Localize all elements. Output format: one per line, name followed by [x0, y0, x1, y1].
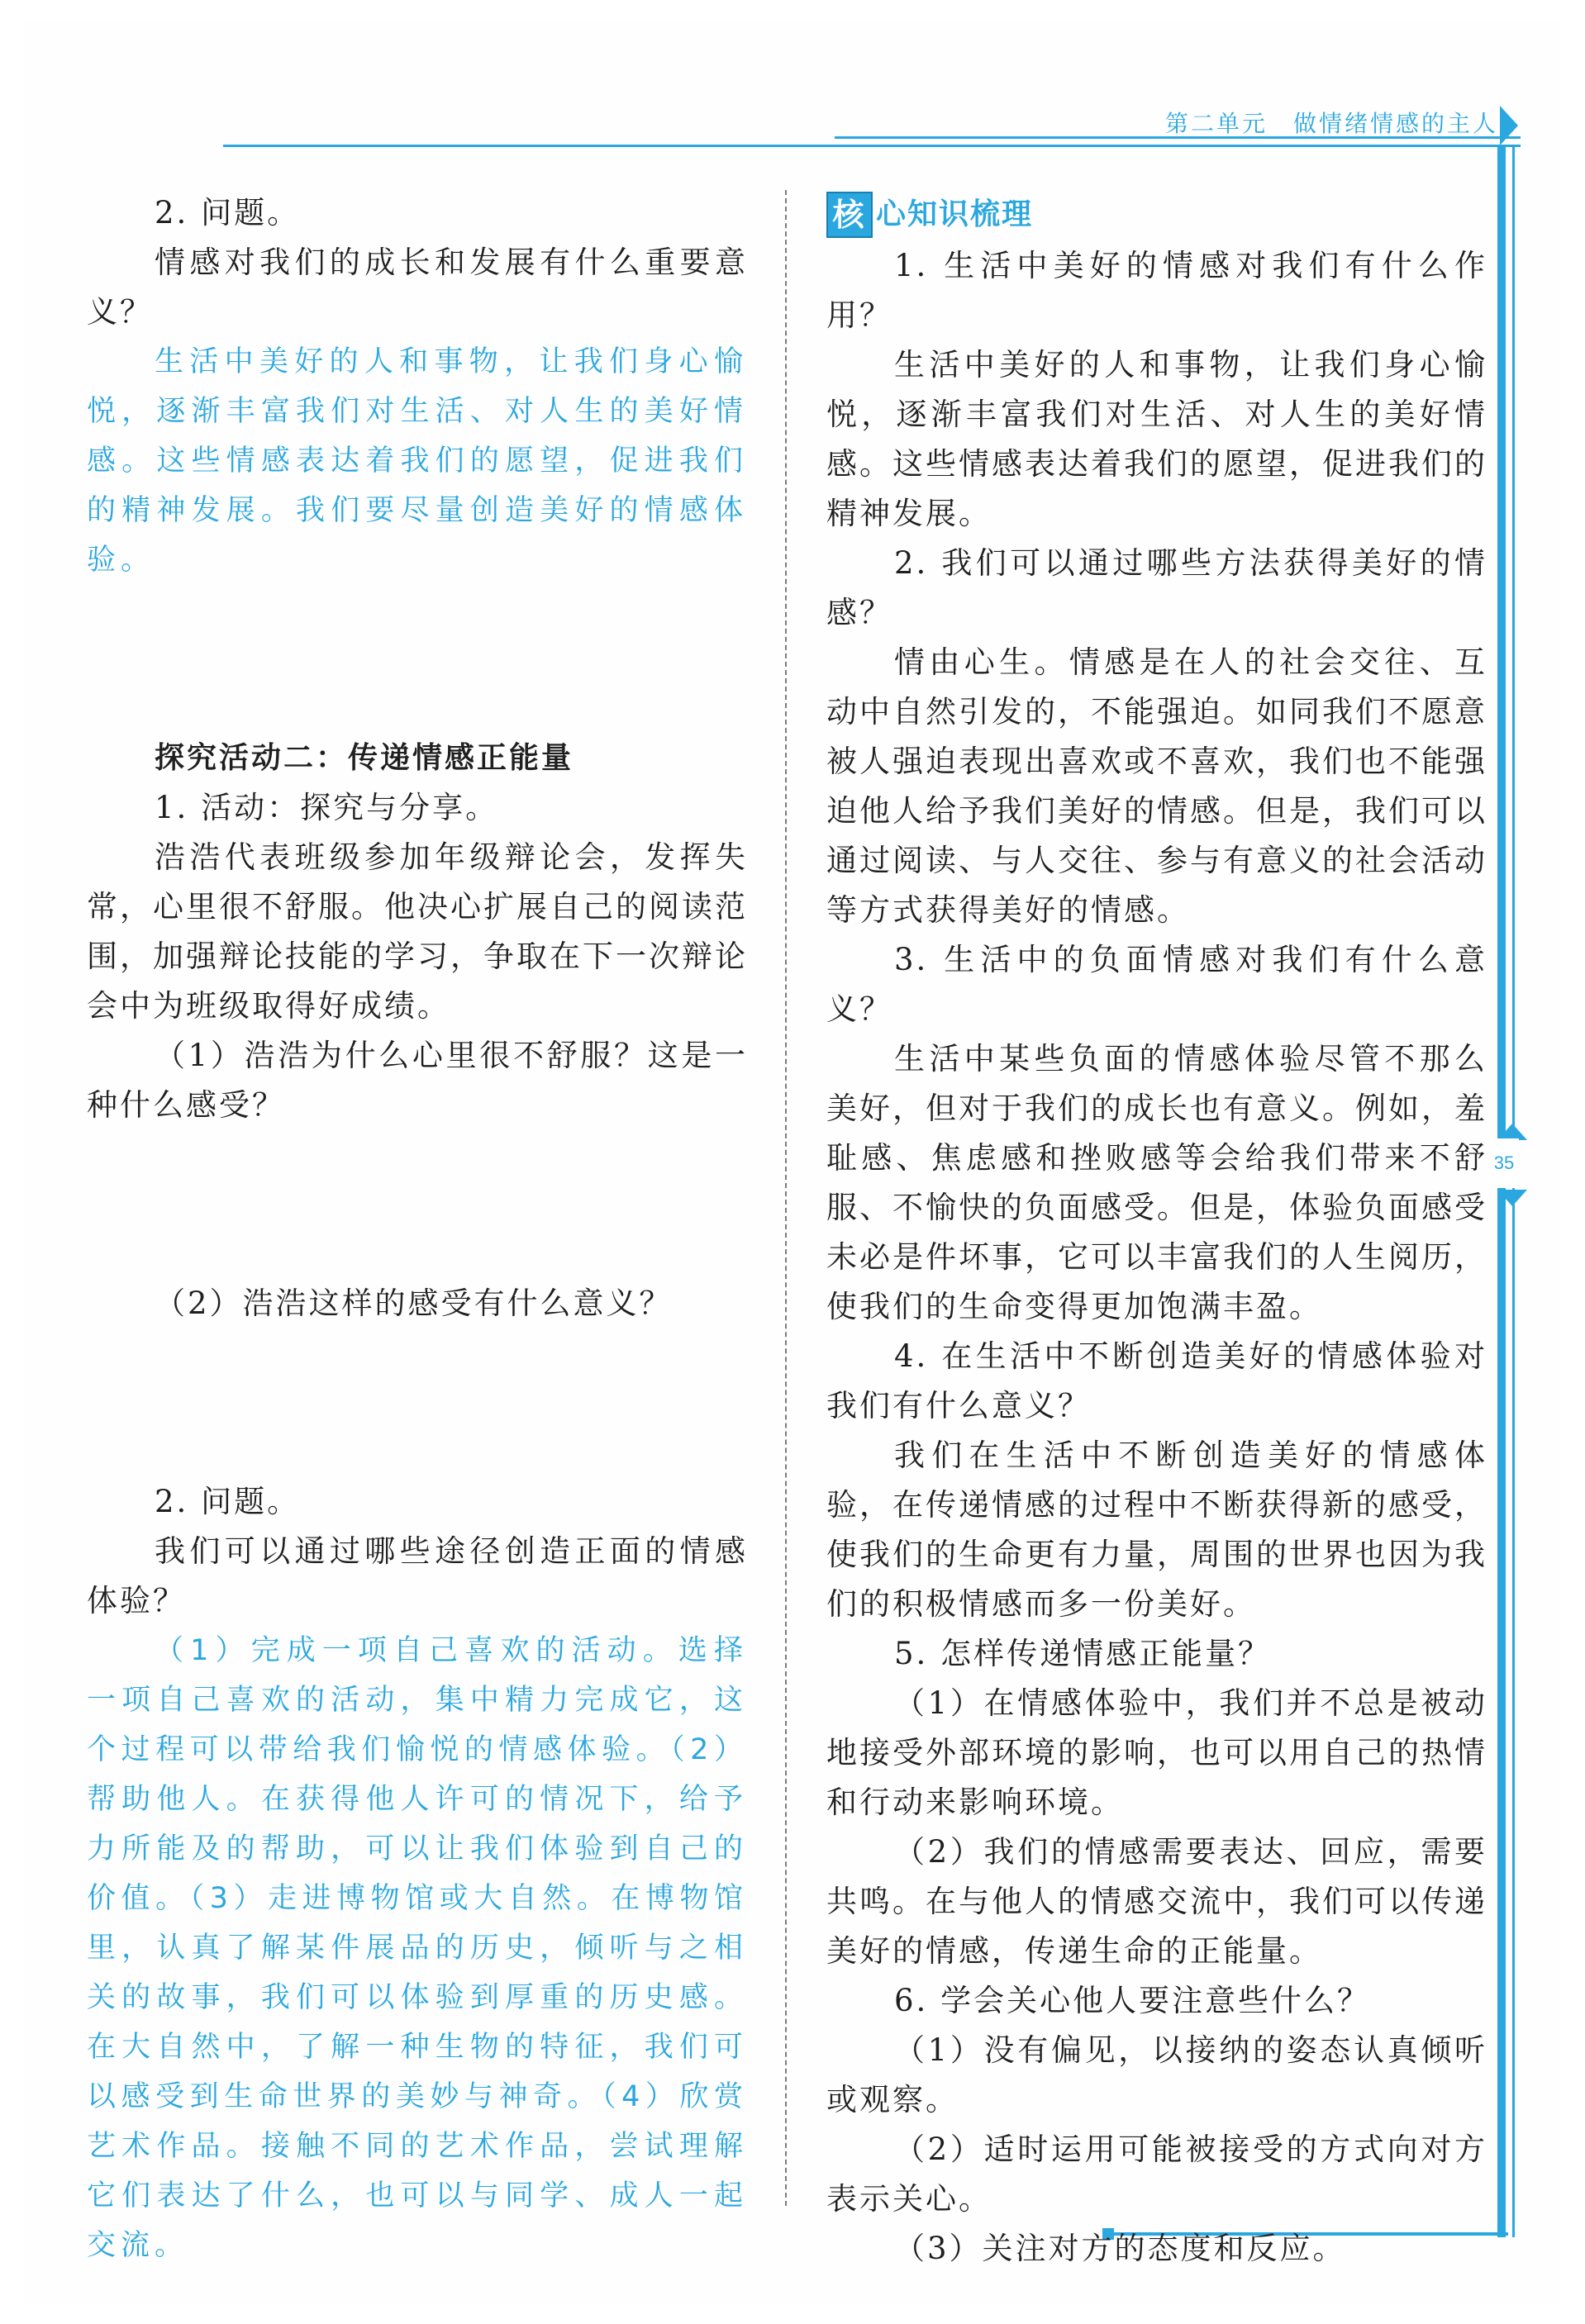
summary-answer: （3）关注对方的态度和反应。: [894, 2231, 1346, 2266]
question-text: 我们可以通过哪些途径创造正面的情感体验？: [87, 1533, 748, 1618]
question-label: 2. 问题。: [155, 195, 301, 230]
summary-answer: （1）没有偏见，以接纳的姿态认真倾听或观察。: [826, 2032, 1487, 2117]
summary-question: 5. 怎样传递情感正能量？: [894, 1636, 1272, 1671]
section-title: 心知识梳理: [876, 197, 1034, 231]
summary-answer: 生活中美好的人和事物，让我们身心愉悦，逐渐丰富我们对生活、对人生的美好情感。这些情感表达着我们的愿望，促进我们的精神发展。: [826, 347, 1487, 531]
page-tab-bottom-icon: [1497, 1190, 1527, 1206]
summary-answer: （1）在情感体验中，我们并不总是被动地接受外部环境的影响，也可以用自己的热情和行动来影响环境。: [826, 1685, 1487, 1820]
summary-question: 6. 学会关心他人要注意些什么？: [894, 1983, 1371, 2018]
section-heading: [826, 188, 1487, 241]
summary-question: 4. 在生活中不断创造美好的情感体验对我们有什么意义？: [826, 1338, 1487, 1423]
section-icon: 核: [826, 192, 873, 238]
summary-answer: （2）适时运用可能被接受的方式向对方表示关心。: [826, 2132, 1487, 2217]
activity-label: 1. 活动：探究与分享。: [155, 790, 499, 825]
header-rule: [223, 145, 1521, 147]
page-number: 35: [1489, 1138, 1519, 1188]
page-tab-top-icon: [1497, 1124, 1527, 1140]
summary-question: 1. 生活中美好的情感对我们有什么作用？: [826, 248, 1487, 333]
activity-question-2: （2）浩浩这样的感受有什么意义？: [155, 1286, 673, 1321]
activity-question-1: （1）浩浩为什么心里很不舒服？这是一种什么感受？: [87, 1038, 748, 1123]
left-column: [87, 188, 748, 2270]
answer-text: 生活中美好的人和事物，让我们身心愉悦，逐渐丰富我们对生活、对人生的美好情感。这些情感表达着我们的愿望，促进我们的精神发展。我们要尽量创造美好的情感体验。: [87, 345, 748, 577]
summary-answer: 生活中某些负面的情感体验尽管不那么美好，但对于我们的成长也有意义。例如，羞耻感、焦虑感和挫败感等会给我们带来不舒服、不愉快的负面感受。但是，体验负面感受未必是件坏事，它可以丰富我们的人生阅历，使我们的生命变得更加饱满丰盈。: [826, 1041, 1487, 1324]
answer-text: （1）完成一项自己喜欢的活动。选择一项自己喜欢的活动，集中精力完成它，这个过程可以带给我们愉悦的情感体验。（2）帮助他人。在获得他人许可的情况下，给予力所能及的帮助，可以让我们体验到自己的价值。（3）走进博物馆或大自然。在博物馆里，认真了解某件展品的历史，倾听与之相关的故事，我们可以体验到厚重的历史感。在大自然中，了解一种生物的特征，我们可以感受到生命世界的美妙与神奇。（4）欣赏艺术作品。接触不同的艺术作品，尝试理解它们表达了什么，也可以与同学、成人一起交流。: [87, 1634, 748, 2262]
unit-title: 第二单元 做情绪情感的主人: [1165, 110, 1499, 137]
activity-text: 浩浩代表班级参加年级辩论会，发挥失常，心里很不舒服。他决心扩展自己的阅读范围，加强辩论技能的学习，争取在下一次辩论会中为班级取得好成绩。: [87, 839, 748, 1024]
right-column: [826, 188, 1487, 2274]
column-divider: [785, 190, 787, 2206]
question-label: 2. 问题。: [155, 1484, 301, 1519]
summary-question: 2. 我们可以通过哪些方法获得美好的情感？: [826, 545, 1487, 630]
summary-answer: 情由心生。情感是在人的社会交往、互动中自然引发的，不能强迫。如同我们不愿意被人强迫表现出喜欢或不喜欢，我们也不能强迫他人给予我们美好的情感。但是，我们可以通过阅读、与人交往、参与有意义的社会活动等方式获得美好的情感。: [826, 644, 1487, 928]
activity-title: 探究活动二：传递情感正能量: [155, 741, 574, 775]
header-arrow-icon: [1500, 106, 1518, 145]
question-text: 情感对我们的成长和发展有什么重要意义？: [87, 245, 748, 330]
summary-question: 3. 生活中的负面情感对我们有什么意义？: [826, 942, 1487, 1027]
summary-answer: 我们在生活中不断创造美好的情感体验，在传递情感的过程中不断获得新的感受，使我们的生命更有力量，周围的世界也因为我们的积极情感而多一份美好。: [826, 1438, 1487, 1622]
summary-answer: （2）我们的情感需要表达、回应，需要共鸣。在与他人的情感交流中，我们可以传递美好的情感，传递生命的正能量。: [826, 1834, 1487, 1969]
